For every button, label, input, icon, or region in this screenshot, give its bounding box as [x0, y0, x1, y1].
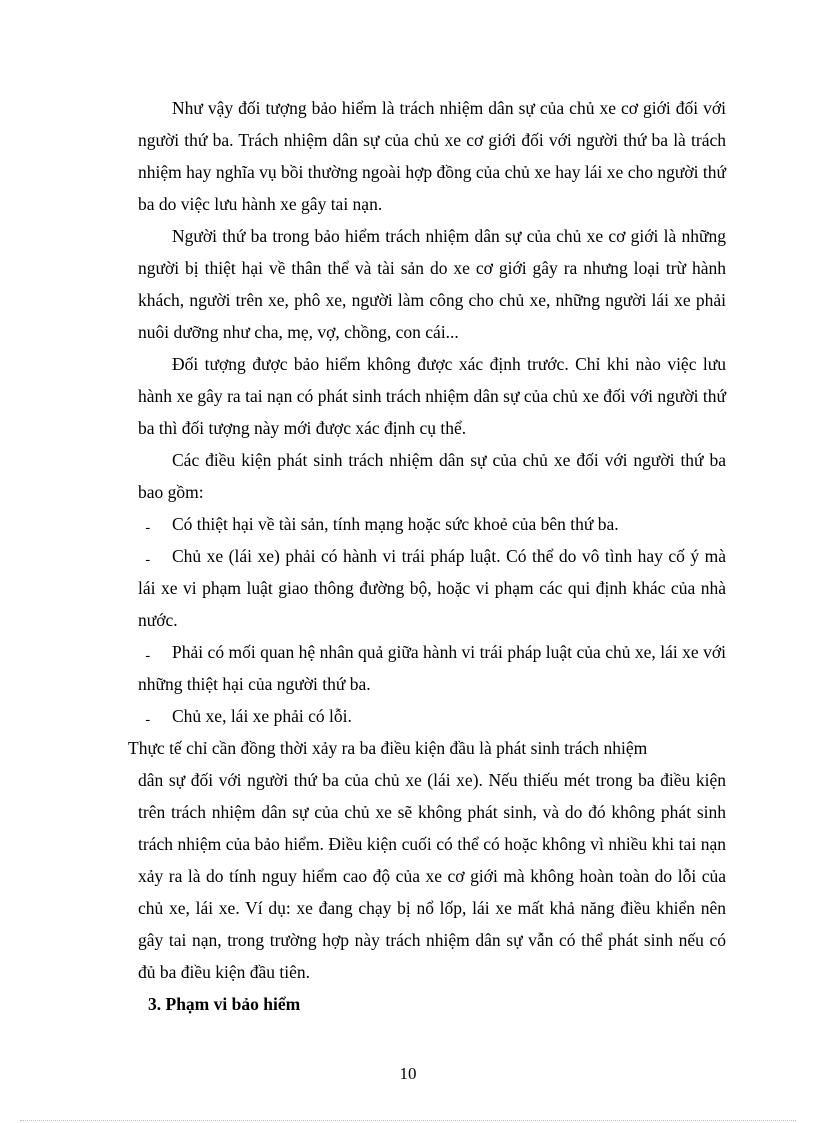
list-item — [138, 540, 726, 636]
page-body — [128, 92, 726, 1020]
bullet-dash-icon: ـ — [146, 518, 150, 532]
bullet-dash-icon: ـ — [146, 646, 150, 660]
page-number: 10 — [399, 1064, 417, 1083]
paragraph-undetermined-object: Đối tượng được bảo hiểm không được xác định trước. Chỉ khi nào việc lưu hành xe gây ra tai nạn có phát sinh trách nhiệm dân sự của chủ xe đối với người thứ ba thì đối tượng này mới được xác định cụ thể. — [138, 354, 726, 438]
paragraph-third-party: Người thứ ba trong bảo hiểm trách nhiệm dân sự của chủ xe cơ giới là những người bị thiệt hại về thân thể và tài sản do xe cơ giới gây ra nhưng loại trừ hành khách, người trên xe, phô xe, người làm công cho chủ xe, những người lái xe phải nuôi dưỡng như cha, mẹ, vợ, chồng, con cái... — [138, 226, 726, 342]
summary-first-line: Thực tế chỉ cần đồng thời xảy ra ba điều kiện đầu là phát sinh trách nhiệm — [128, 738, 648, 758]
list-item — [138, 636, 726, 700]
paragraph-insured-object: Như vậy đối tượng bảo hiểm là trách nhiệm dân sự của chủ xe cơ giới đối với người thứ ba. Trách nhiệm dân sự của chủ xe cơ giới đối với người thứ ba là trách nhiệm hay nghĩa vụ bồi thường ngoài hợp đồng của chủ xe hay lái xe cho người thứ ba do việc lưu hành xe gây tai nạn. — [138, 98, 726, 214]
list-item-text: Có thiệt hại về tài sản, tính mạng hoặc sức khoẻ của bên thứ ba. — [172, 514, 619, 534]
list-item-text: Phải có mối quan hệ nhân quả giữa hành vi trái pháp luật của chủ xe, lái xe với những thiệt hại của người thứ ba. — [138, 642, 726, 694]
summary-body: dân sự đối với người thứ ba của chủ xe (lái xe). Nếu thiếu mét trong ba điều kiện trên trách nhiệm dân sự của chủ xe sẽ không phát sinh, và do đó không phát sinh trách nhiệm của bảo hiểm. Điều kiện cuối có thể có hoặc không vì nhiều khi tai nạn xảy ra là do tính nguy hiểm cao độ của xe cơ giới mà không hoàn toàn do lỗi của chủ xe, lái xe. Ví dụ: xe đang chạy bị nổ lốp, lái xe mất khả năng điều khiển nên gây tai nạn, trong trường hợp này trách nhiệm dân sự vẫn có thể phát sinh nếu có đủ ba điều kiện đầu tiên. — [138, 770, 726, 982]
bullet-dash-icon: ـ — [146, 550, 150, 564]
page-bottom-divider — [20, 1120, 796, 1121]
section-heading: 3. Phạm vi bảo hiểm — [148, 994, 301, 1014]
paragraph-conditions-intro: Các điều kiện phát sinh trách nhiệm dân sự của chủ xe đối với người thứ ba bao gồm: — [138, 450, 726, 502]
bullet-dash-icon: ـ — [146, 710, 150, 724]
list-item-text: Chủ xe (lái xe) phải có hành vi trái pháp luật. Có thể do vô tình hay cố ý mà lái xe vi phạm luật giao thông đường bộ, hoặc vi phạm các qui định khác của nhà nước. — [138, 546, 726, 630]
list-item-text: Chủ xe, lái xe phải có lỗi. — [172, 706, 352, 726]
paragraph-summary — [128, 732, 726, 988]
list-item — [138, 508, 726, 540]
list-item — [138, 700, 726, 732]
